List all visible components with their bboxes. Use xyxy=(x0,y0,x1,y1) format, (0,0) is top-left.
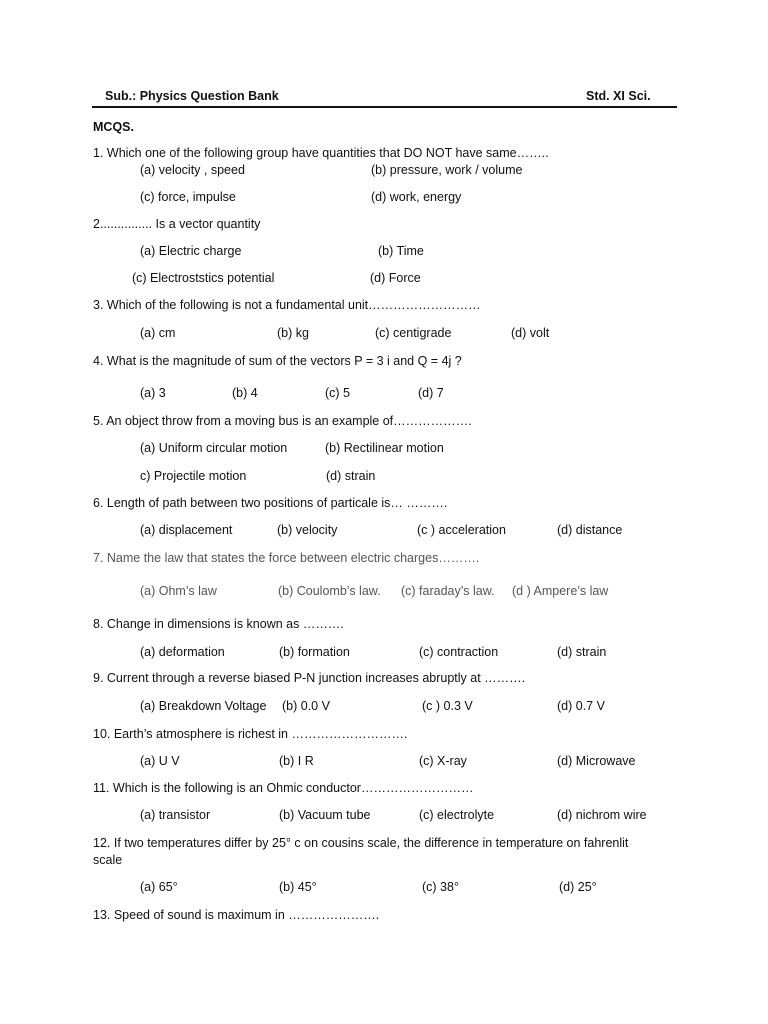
q11-option-b: (b) Vacuum tube xyxy=(279,808,371,822)
q4-option-d: (d) 7 xyxy=(418,386,444,400)
question-10: 10. Earth’s atmosphere is richest in ………………………. xyxy=(93,727,408,741)
question-12-continued: scale xyxy=(93,853,123,867)
q9-option-a: (a) Breakdown Voltage xyxy=(140,699,267,713)
q10-option-d: (d) Microwave xyxy=(557,754,636,768)
header-subject: Sub.: Physics Question Bank xyxy=(105,89,279,103)
q10-option-c: (c) X-ray xyxy=(419,754,467,768)
q6-option-b: (b) velocity xyxy=(277,523,338,537)
q12-option-a: (a) 65° xyxy=(140,880,178,894)
q5-option-b: (b) Rectilinear motion xyxy=(325,441,444,455)
header-divider xyxy=(92,106,677,108)
q9-option-c: (c ) 0.3 V xyxy=(422,699,473,713)
q1-option-c: (c) force, impulse xyxy=(140,190,236,204)
q4-option-a: (a) 3 xyxy=(140,386,166,400)
q11-option-c: (c) electrolyte xyxy=(419,808,495,822)
q5-option-c: c) Projectile motion xyxy=(140,469,247,483)
q10-option-b: (b) I R xyxy=(279,754,314,768)
q2-option-c: (c) Electroststics potential xyxy=(132,271,275,285)
q10-option-a: (a) U V xyxy=(140,754,180,768)
q8-option-b: (b) formation xyxy=(279,645,350,659)
q12-option-c: (c) 38° xyxy=(422,880,459,894)
question-11: 11. Which is the following is an Ohmic conductor……………………… xyxy=(93,781,474,795)
q4-option-b: (b) 4 xyxy=(232,386,258,400)
q11-option-a: (a) transistor xyxy=(140,808,211,822)
q12-option-d: (d) 25° xyxy=(559,880,597,894)
question-8: 8. Change in dimensions is known as ………. xyxy=(93,617,344,631)
q5-option-d: (d) strain xyxy=(326,469,376,483)
question-2: 2............... Is a vector quantity xyxy=(93,217,261,231)
section-title: MCQS. xyxy=(93,120,134,134)
q3-option-b: (b) kg xyxy=(277,326,309,340)
q9-option-d: (d) 0.7 V xyxy=(557,699,605,713)
question-3: 3. Which of the following is not a fundamental unit……………………… xyxy=(93,298,481,312)
q7-option-a: (a) Ohm’s law xyxy=(140,584,217,598)
q3-option-a: (a) cm xyxy=(140,326,176,340)
question-1: 1. Which one of the following group have quantities that DO NOT have same…….. xyxy=(93,146,549,160)
q8-option-d: (d) strain xyxy=(557,645,607,659)
q2-option-d: (d) Force xyxy=(370,271,421,285)
q6-option-a: (a) displacement xyxy=(140,523,233,537)
question-7: 7. Name the law that states the force between electric charges………. xyxy=(93,551,480,565)
q3-option-c: (c) centigrade xyxy=(375,326,452,340)
q8-option-a: (a) deformation xyxy=(140,645,225,659)
question-9: 9. Current through a reverse biased P-N junction increases abruptly at ………. xyxy=(93,671,526,685)
q2-option-a: (a) Electric charge xyxy=(140,244,242,258)
q7-option-c: (c) faraday’s law. xyxy=(401,584,495,598)
q5-option-a: (a) Uniform circular motion xyxy=(140,441,288,455)
q7-option-b: (b) Coulomb’s law. xyxy=(278,584,381,598)
q9-option-b: (b) 0.0 V xyxy=(282,699,330,713)
q6-option-d: (d) distance xyxy=(557,523,623,537)
header-standard: Std. XI Sci. xyxy=(586,89,651,103)
question-4: 4. What is the magnitude of sum of the vectors P = 3 i and Q = 4j ? xyxy=(93,354,462,368)
q1-option-a: (a) velocity , speed xyxy=(140,163,245,177)
q8-option-c: (c) contraction xyxy=(419,645,499,659)
q1-option-d: (d) work, energy xyxy=(371,190,462,204)
question-5: 5. An object throw from a moving bus is an example of………………. xyxy=(93,414,472,428)
q12-option-b: (b) 45° xyxy=(279,880,317,894)
q11-option-d: (d) nichrom wire xyxy=(557,808,647,822)
q4-option-c: (c) 5 xyxy=(325,386,350,400)
question-6: 6. Length of path between two positions of particale is… ………. xyxy=(93,496,448,510)
q7-option-d: (d ) Ampere’s law xyxy=(512,584,609,598)
q6-option-c: (c ) acceleration xyxy=(417,523,506,537)
q2-option-b: (b) Time xyxy=(378,244,424,258)
question-12: 12. If two temperatures differ by 25° c on cousins scale, the difference in temperature on fahrenlit xyxy=(93,836,629,850)
q3-option-d: (d) volt xyxy=(511,326,550,340)
q1-option-b: (b) pressure, work / volume xyxy=(371,163,523,177)
question-13: 13. Speed of sound is maximum in …………………. xyxy=(93,908,380,922)
